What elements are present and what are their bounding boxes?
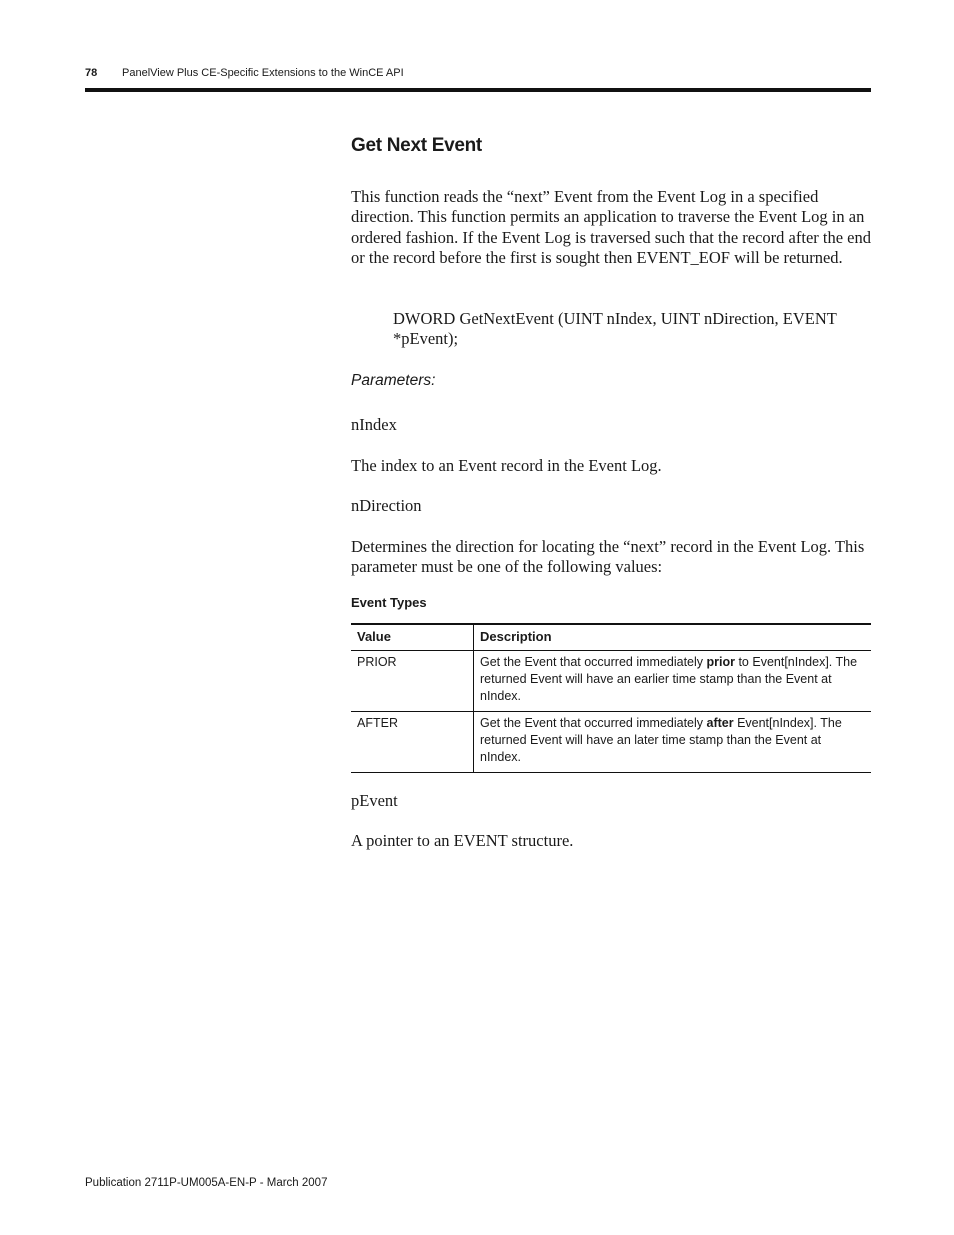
section-title: Get Next Event <box>351 135 482 156</box>
param-desc-nindex: The index to an Event record in the Event Log. <box>351 456 662 475</box>
desc-text: Get the Event that occurred immediately <box>480 716 707 730</box>
desc-text: Event[nIndex]. The returned Event will have an later time stamp than the Event at nIndex. <box>480 716 842 764</box>
param-name-ndirection: nDirection <box>351 496 422 515</box>
header-description: Description <box>474 624 872 651</box>
table-caption: Event Types <box>351 595 427 610</box>
desc-bold: prior <box>706 655 735 669</box>
page-number: 78 <box>85 67 98 79</box>
parameters-heading: Parameters: <box>351 372 436 389</box>
desc-bold: after <box>706 716 734 730</box>
intro-paragraph: This function reads the “next” Event from the Event Log in a specified direction. This function permits an application to traverse the Event Log in an ordered fashion. If the Event Log is traversed such that the record after the end or the record before the first is sought then EVENT_EOF will be returned. <box>351 187 871 267</box>
table-row <box>351 712 871 773</box>
running-header: PanelView Plus CE-Specific Extensions to the WinCE API <box>122 67 404 79</box>
signature-line-1: DWORD GetNextEvent (UINT nIndex, UINT nDirection, EVENT <box>393 309 837 328</box>
table-row <box>351 651 871 712</box>
row-description <box>474 651 872 712</box>
param-name-pevent: pEvent <box>351 791 398 810</box>
signature-line-2: *pEvent); <box>393 329 459 349</box>
param-desc-ndirection: Determines the direction for locating the “next” record in the Event Log. This parameter must be one of the following values: <box>351 537 865 577</box>
row-value: AFTER <box>351 712 474 773</box>
row-value: PRIOR <box>351 651 474 712</box>
function-signature <box>393 309 871 350</box>
header-value: Value <box>351 624 474 651</box>
desc-text: Get the Event that occurred immediately <box>480 655 707 669</box>
header-rule <box>85 88 871 92</box>
param-desc-pevent: A pointer to an EVENT structure. <box>351 831 574 850</box>
publication-footer: Publication 2711P-UM005A-EN-P - March 2007 <box>85 1177 328 1189</box>
table-header-row <box>351 624 871 651</box>
event-types-table <box>351 623 871 773</box>
param-name-nindex: nIndex <box>351 415 397 434</box>
row-description <box>474 712 872 773</box>
desc-text: to Event[nIndex]. The returned Event will have an earlier time stamp than the Event at nIndex. <box>480 655 858 703</box>
